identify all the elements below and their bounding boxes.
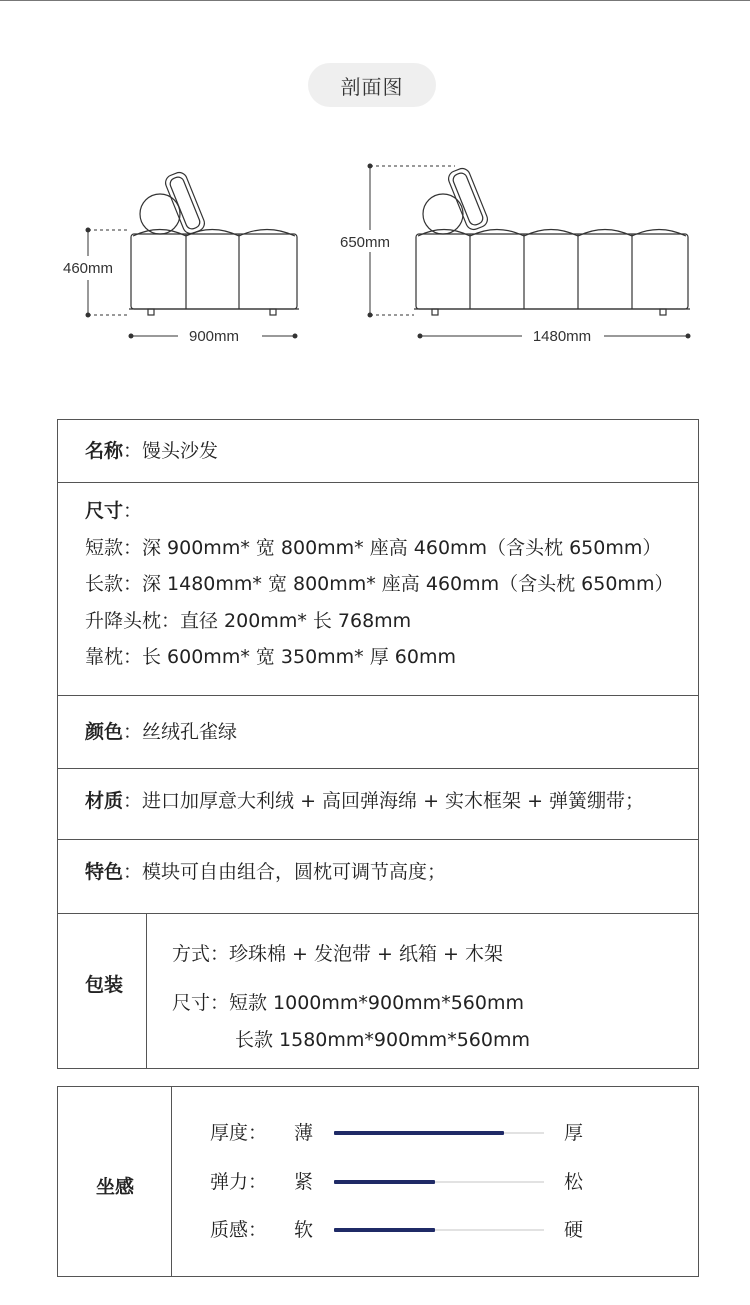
section-title: 剖面图 bbox=[340, 74, 404, 99]
size-line-cushion: 靠枕：长 600mm* 宽 350mm* 厚 60mm bbox=[85, 646, 456, 668]
material-key: 材质 bbox=[85, 790, 124, 812]
seat-feel-title: 坐感 bbox=[96, 1176, 135, 1198]
texture-level-bar bbox=[334, 1228, 435, 1232]
thickness-track bbox=[334, 1132, 544, 1134]
spec-table bbox=[57, 419, 699, 1069]
size-line-short: 短款：深 900mm* 宽 800mm* 座高 460mm（含头枕 650mm） bbox=[85, 536, 662, 559]
spec-row-name bbox=[58, 420, 698, 483]
elasticity-high: 松 bbox=[564, 1171, 584, 1193]
name-sep: ： bbox=[123, 440, 143, 462]
material-sep: ： bbox=[123, 790, 143, 812]
elasticity-low: 紧 bbox=[294, 1171, 314, 1193]
short-sofa-drawing bbox=[129, 170, 299, 315]
elasticity-track bbox=[334, 1181, 544, 1183]
thickness-high: 厚 bbox=[564, 1122, 584, 1144]
name-key: 名称 bbox=[85, 440, 124, 462]
texture-label: 质感： bbox=[210, 1219, 268, 1241]
thickness-low: 薄 bbox=[294, 1122, 314, 1144]
thickness-label: 厚度： bbox=[210, 1122, 268, 1144]
elasticity-level-bar bbox=[334, 1180, 435, 1184]
spec-row-package bbox=[58, 914, 698, 1068]
spec-row-size bbox=[58, 483, 698, 696]
material-value: 进口加厚意大利绒 + 高回弹海绵 + 实木框架 + 弹簧绷带； bbox=[142, 790, 645, 812]
name-value: 馒头沙发 bbox=[142, 440, 219, 462]
sofa-dimension-diagram bbox=[0, 120, 750, 350]
spec-row-material bbox=[58, 769, 698, 840]
long-sofa-drawing bbox=[414, 166, 690, 315]
size-line-long: 长款：深 1480mm* 宽 800mm* 座高 460mm（含头枕 650mm） bbox=[85, 573, 674, 595]
size-key: 尺寸 bbox=[85, 500, 124, 522]
short-width-label: 900mm bbox=[188, 328, 240, 345]
feature-sep: ： bbox=[123, 861, 143, 883]
texture-high: 硬 bbox=[564, 1219, 584, 1241]
long-height-label: 650mm bbox=[339, 234, 391, 251]
feel-row-thickness bbox=[58, 1118, 698, 1148]
package-size-line1: 尺寸：短款 1000mm*900mm*560mm bbox=[172, 992, 524, 1014]
color-sep: ： bbox=[123, 721, 143, 743]
seat-feel-table bbox=[57, 1086, 699, 1277]
size-line-headrest: 升降头枕：直径 200mm* 长 768mm bbox=[85, 609, 412, 632]
texture-track bbox=[334, 1229, 544, 1231]
texture-low: 软 bbox=[294, 1219, 314, 1241]
feature-value: 模块可自由组合，圆枕可调节高度； bbox=[142, 861, 447, 883]
spec-row-feature bbox=[58, 840, 698, 914]
elasticity-label: 弹力： bbox=[210, 1171, 268, 1193]
long-width-label: 1480mm bbox=[532, 328, 592, 345]
feel-row-elasticity bbox=[58, 1167, 698, 1197]
feel-row-texture bbox=[58, 1215, 698, 1245]
package-method: 方式：珍珠棉 + 发泡带 + 纸箱 + 木架 bbox=[172, 943, 503, 965]
color-key: 颜色 bbox=[85, 721, 124, 743]
package-size-line2: 长款 1580mm*900mm*560mm bbox=[235, 1029, 530, 1051]
short-height-label: 460mm bbox=[62, 260, 114, 277]
section-title-pill bbox=[308, 63, 436, 107]
package-key: 包装 bbox=[85, 974, 124, 996]
feature-key: 特色 bbox=[85, 861, 124, 883]
top-divider bbox=[0, 0, 750, 1]
spec-row-color bbox=[58, 696, 698, 769]
thickness-level-bar bbox=[334, 1131, 504, 1135]
color-value: 丝绒孔雀绿 bbox=[142, 721, 238, 743]
size-sep: ： bbox=[123, 500, 143, 522]
package-label-cell bbox=[58, 914, 147, 1068]
